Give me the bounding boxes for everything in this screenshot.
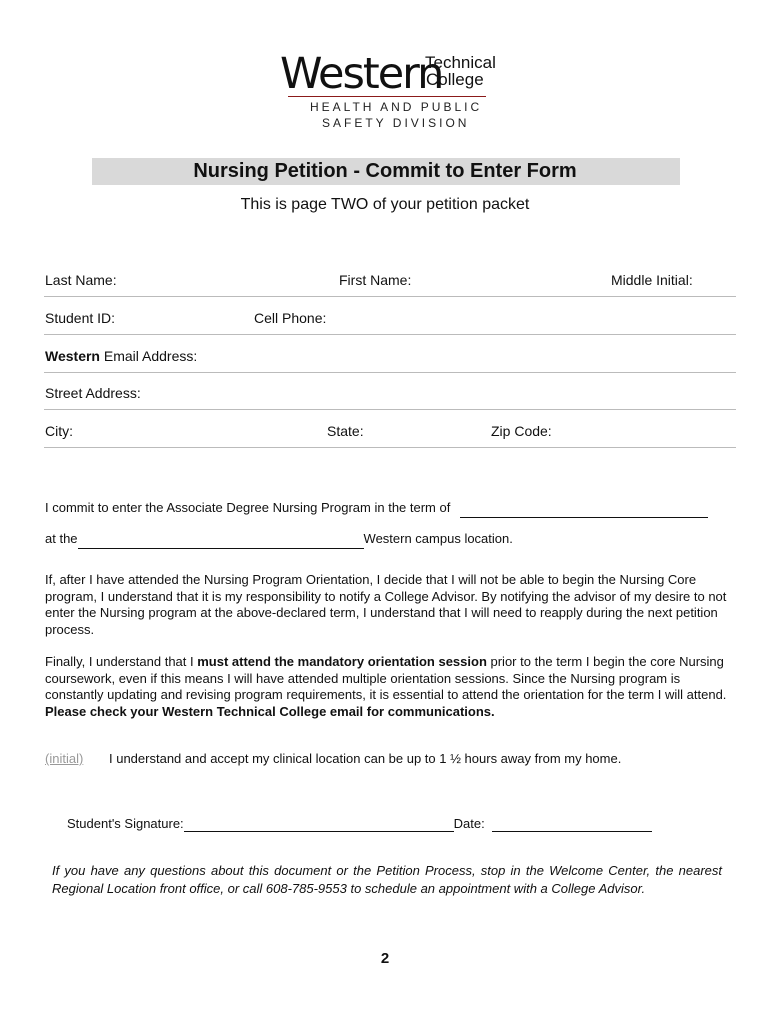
email-label-rest: Email Address: — [99, 348, 198, 364]
last-name-label: Last Name: — [45, 272, 117, 288]
page-subtitle: This is page TWO of your petition packet — [240, 196, 530, 213]
student-id-label: Student ID: — [45, 310, 116, 326]
page-title: Nursing Petition - Commit to Enter Form — [193, 160, 577, 182]
city-label: City: — [45, 423, 73, 439]
logo-technical-text: Technical — [425, 53, 496, 72]
email-field-line[interactable] — [44, 372, 736, 373]
email-label — [45, 348, 197, 364]
campus-line — [45, 531, 735, 549]
campus-blank[interactable] — [78, 531, 364, 549]
campus-text: Western campus location. — [363, 531, 513, 546]
date-blank[interactable] — [492, 816, 652, 832]
logo-divider — [288, 96, 486, 97]
p2-part-a: Finally, I understand that I — [45, 654, 198, 669]
email-label-bold: Western — [45, 348, 100, 364]
paragraph-orientation — [45, 654, 735, 720]
logo-western-text: Western — [280, 49, 443, 99]
commit-term-line — [45, 500, 735, 518]
college-logo — [280, 49, 520, 132]
footer-note: If you have any questions about this document or the Petition Process, stop in the Welcome Center, the nearest Regional Location front office, or call 608-785-9553 to schedule an appointment with a College Advisor. — [52, 863, 722, 896]
p2-bold-email: Please check your Western Technical College email for communications. — [45, 703, 495, 719]
logo-college-text: College — [426, 70, 484, 89]
commit-term-text: I commit to enter the Associate Degree Nursing Program in the term of — [45, 500, 451, 515]
p2-bold-orientation: must attend the mandatory orientation session — [197, 654, 487, 669]
p2-part-b: prior to the term I begin the core Nursing coursework, even if this means I will have attended multiple orientation sessions. Since the Nursing program is constantly updating and revising program requirements, it is essential to attend the orientation for the term I will attend. — [45, 654, 727, 702]
name-field-line[interactable] — [44, 296, 736, 297]
state-label: State: — [327, 423, 364, 439]
signature-line — [67, 816, 652, 832]
signature-blank[interactable] — [184, 816, 454, 832]
id-phone-field-line[interactable] — [44, 334, 736, 335]
logo-division-line1: HEALTH AND PUBLIC — [310, 100, 483, 114]
date-label: Date: — [453, 816, 485, 831]
cell-phone-label: Cell Phone: — [254, 310, 327, 326]
city-field-line[interactable] — [44, 447, 736, 448]
middle-initial-label: Middle Initial: — [611, 272, 693, 288]
page-number: 2 — [380, 950, 390, 967]
street-label: Street Address: — [45, 385, 141, 401]
term-blank[interactable] — [460, 500, 708, 518]
initial-acknowledgement-text: I understand and accept my clinical location can be up to 1 ½ hours away from my home. — [109, 751, 622, 766]
logo-division-line2: SAFETY DIVISION — [322, 116, 470, 130]
zip-label: Zip Code: — [491, 423, 552, 439]
at-the-text: at the — [45, 531, 78, 546]
paragraph-reapply: If, after I have attended the Nursing Program Orientation, I decide that I will not be able to begin the Nursing Core program, I understand that it is my responsibility to notify a College Advisor. By notifying the advisor of my desire to not enter the Nursing program at the above-declared term, I understand that I will need to reapply during the next petition process. — [45, 572, 727, 637]
initial-field[interactable]: (initial) — [45, 751, 84, 766]
signature-label: Student's Signature: — [67, 816, 184, 831]
first-name-label: First Name: — [339, 272, 412, 288]
street-field-line[interactable] — [44, 409, 736, 410]
